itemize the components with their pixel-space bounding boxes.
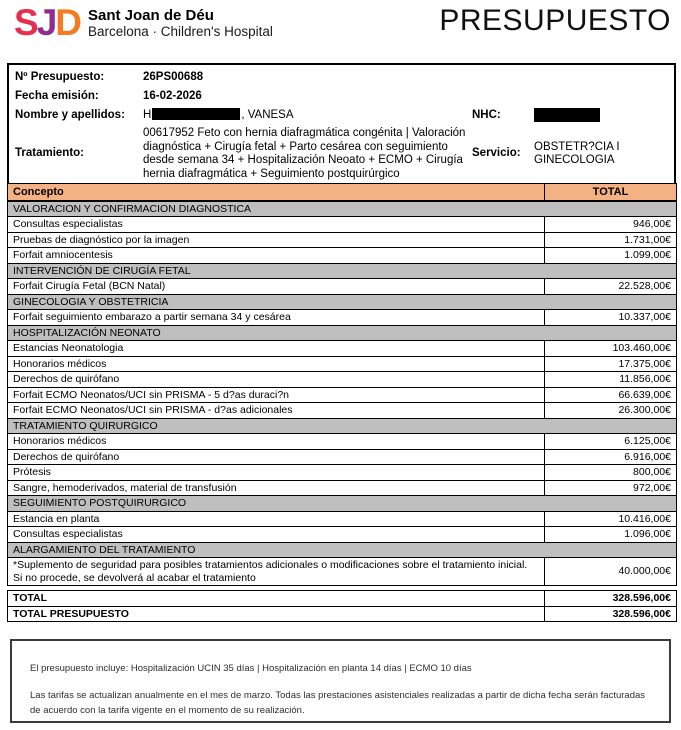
info-row-numero (15, 68, 668, 87)
concept-cell: Forfait Cirugía Fetal (BCN Natal) (8, 279, 545, 295)
table-row (8, 527, 677, 543)
section-label: INTERVENCIÓN DE CIRUGÍA FETAL (8, 263, 677, 279)
table-row (8, 372, 677, 388)
concept-cell: Estancia en planta (8, 511, 545, 527)
table-row (8, 449, 677, 465)
total-row (8, 606, 677, 622)
nhc-label: NHC: (472, 109, 501, 121)
name-redaction-bar (152, 108, 240, 120)
table-row (8, 356, 677, 372)
concept-cell: Honorarios médicos (8, 356, 545, 372)
servicio-label: Servicio: (472, 147, 521, 160)
amount-cell: 11.856,00€ (545, 372, 677, 388)
amount-cell: 26.300,00€ (545, 403, 677, 419)
footer-tariff-note: Las tarifas se actualizan anualmente en el mes de marzo. Todas las prestaciones asistenciales realizadas a partir de dicha fecha serán facturadas de acuerdo con la tarifa vigente en el momento de su realización. (30, 690, 646, 716)
section-label: HOSPITALIZACIÓN NEONATO (8, 325, 677, 341)
section-row (8, 294, 677, 310)
section-row (8, 418, 677, 434)
concept-cell: Consultas especialistas (8, 217, 545, 233)
info-row-nombre (15, 106, 668, 125)
amount-cell: 10.416,00€ (545, 511, 677, 527)
nombre-label: Nombre y apellidos: (15, 109, 125, 121)
nombre-value (143, 106, 294, 125)
tratamiento-value: 00617952 Feto con hernia diafragmática congénita | Valoración diagnóstica + Cirugía fetal + Parto cesárea con seguimiento desde semana 34 + Hospitalización Neoato + ECMO + Cirugía hernia diafragmática + Seguimiento postquirúrgico (143, 127, 466, 180)
section-row (8, 201, 677, 217)
table-row (8, 279, 677, 295)
sjd-logo-icon (14, 4, 80, 42)
concept-cell: Forfait seguimiento embarazo a partir semana 34 y cesárea (8, 310, 545, 326)
section-label: SEGUIMIENTO POSTQUIRURGICO (8, 496, 677, 512)
table-row (8, 480, 677, 496)
tratamiento-label: Tratamiento: (15, 147, 85, 160)
table-row (8, 310, 677, 326)
section-row (8, 325, 677, 341)
amount-cell: 103.460,00€ (545, 341, 677, 357)
section-row (8, 496, 677, 512)
section-label: GINECOLOGIA Y OBSTETRICIA (8, 294, 677, 310)
table-row (8, 248, 677, 264)
footer-notes-box (10, 639, 671, 723)
concepto-column-header: Concepto (8, 184, 545, 201)
amount-cell: 800,00€ (545, 465, 677, 481)
concept-cell: *Suplemento de seguridad para posibles tratamientos adicionales o modificaciones sobre el tratamiento inicial. Si no procede, se devolverá al acabar el tratamiento (8, 558, 545, 586)
section-label: VALORACION Y CONFIRMACION DIAGNOSTICA (8, 201, 677, 217)
info-row-nhc (472, 106, 668, 125)
section-row (8, 542, 677, 558)
logo-letter: S (14, 2, 37, 43)
concept-cell: Forfait amniocentesis (8, 248, 545, 264)
table-row (8, 511, 677, 527)
table-row (8, 341, 677, 357)
total-label: TOTAL (8, 591, 545, 607)
hospital-subtitle: Barcelona · Children's Hospital (88, 24, 273, 39)
concept-cell: Sangre, hemoderivados, material de transfusión (8, 480, 545, 496)
nombre-suffix: , VANESA (241, 109, 294, 121)
logo-letter: D (55, 2, 80, 43)
nhc-redaction-bar (534, 108, 600, 122)
budget-table (7, 183, 677, 586)
concept-cell: Consultas especialistas (8, 527, 545, 543)
concept-cell: Derechos de quirófano (8, 449, 545, 465)
page-header (0, 0, 681, 58)
nombre-prefix: H (143, 109, 152, 121)
amount-cell: 6.916,00€ (545, 449, 677, 465)
amount-cell: 6.125,00€ (545, 434, 677, 450)
concept-cell: Forfait ECMO Neonatos/UCI sin PRISMA - 5 d?as duraci?n (8, 387, 545, 403)
table-row (8, 434, 677, 450)
concept-cell: Forfait ECMO Neonatos/UCI sin PRISMA - d?as adicionales (8, 403, 545, 419)
numero-label: Nº Presupuesto: (15, 71, 105, 83)
total-column-header: TOTAL (545, 184, 677, 201)
table-row (8, 387, 677, 403)
footer-includes-note: El presupuesto incluye: Hospitalización UCIN 35 días | Hospitalización en planta 14 días | ECMO 10 días (30, 663, 472, 674)
amount-cell: 946,00€ (545, 217, 677, 233)
amount-cell: 10.337,00€ (545, 310, 677, 326)
section-row (8, 263, 677, 279)
total-amount: 328.596,00€ (545, 606, 677, 622)
total-row (8, 591, 677, 607)
total-amount: 328.596,00€ (545, 591, 677, 607)
table-row (8, 403, 677, 419)
info-row-fecha (15, 87, 668, 106)
concept-cell: Estancias Neonatologia (8, 341, 545, 357)
servicio-value: OBSTETR?CIA I GINECOLOGIA (534, 140, 620, 166)
concept-cell: Derechos de quirófano (8, 372, 545, 388)
budget-info-box (7, 63, 676, 187)
info-row-servicio (472, 141, 668, 168)
table-row (8, 232, 677, 248)
amount-cell: 972,00€ (545, 480, 677, 496)
numero-value: 26PS00688 (143, 71, 204, 83)
amount-cell: 40.000,00€ (545, 558, 677, 586)
amount-cell: 66.639,00€ (545, 387, 677, 403)
amount-cell: 1.096,00€ (545, 527, 677, 543)
amount-cell: 17.375,00€ (545, 356, 677, 372)
total-label: TOTAL PRESUPUESTO (8, 606, 545, 622)
concept-cell: Pruebas de diagnóstico por la imagen (8, 232, 545, 248)
totals-table (7, 590, 677, 622)
table-row (8, 558, 677, 586)
concept-cell: Prótesis (8, 465, 545, 481)
amount-cell: 1.099,00€ (545, 248, 677, 264)
concept-cell: Honorarios médicos (8, 434, 545, 450)
table-row (8, 217, 677, 233)
nhc-value (534, 108, 664, 123)
document-title: PRESUPUESTO (439, 4, 671, 37)
amount-cell: 22.528,00€ (545, 279, 677, 295)
section-label: TRATAMIENTO QUIRURGICO (8, 418, 677, 434)
fecha-value: 16-02-2026 (143, 90, 202, 102)
logo-letter: J (36, 2, 56, 43)
fecha-label: Fecha emisión: (15, 90, 99, 102)
hospital-logo (14, 4, 273, 42)
amount-cell: 1.731,00€ (545, 232, 677, 248)
table-header-row (8, 184, 677, 201)
info-row-tratamiento (15, 125, 668, 181)
logo-text (88, 4, 273, 40)
section-label: ALARGAMIENTO DEL TRATAMIENTO (8, 542, 677, 558)
hospital-name: Sant Joan de Déu (88, 7, 214, 24)
table-row (8, 465, 677, 481)
